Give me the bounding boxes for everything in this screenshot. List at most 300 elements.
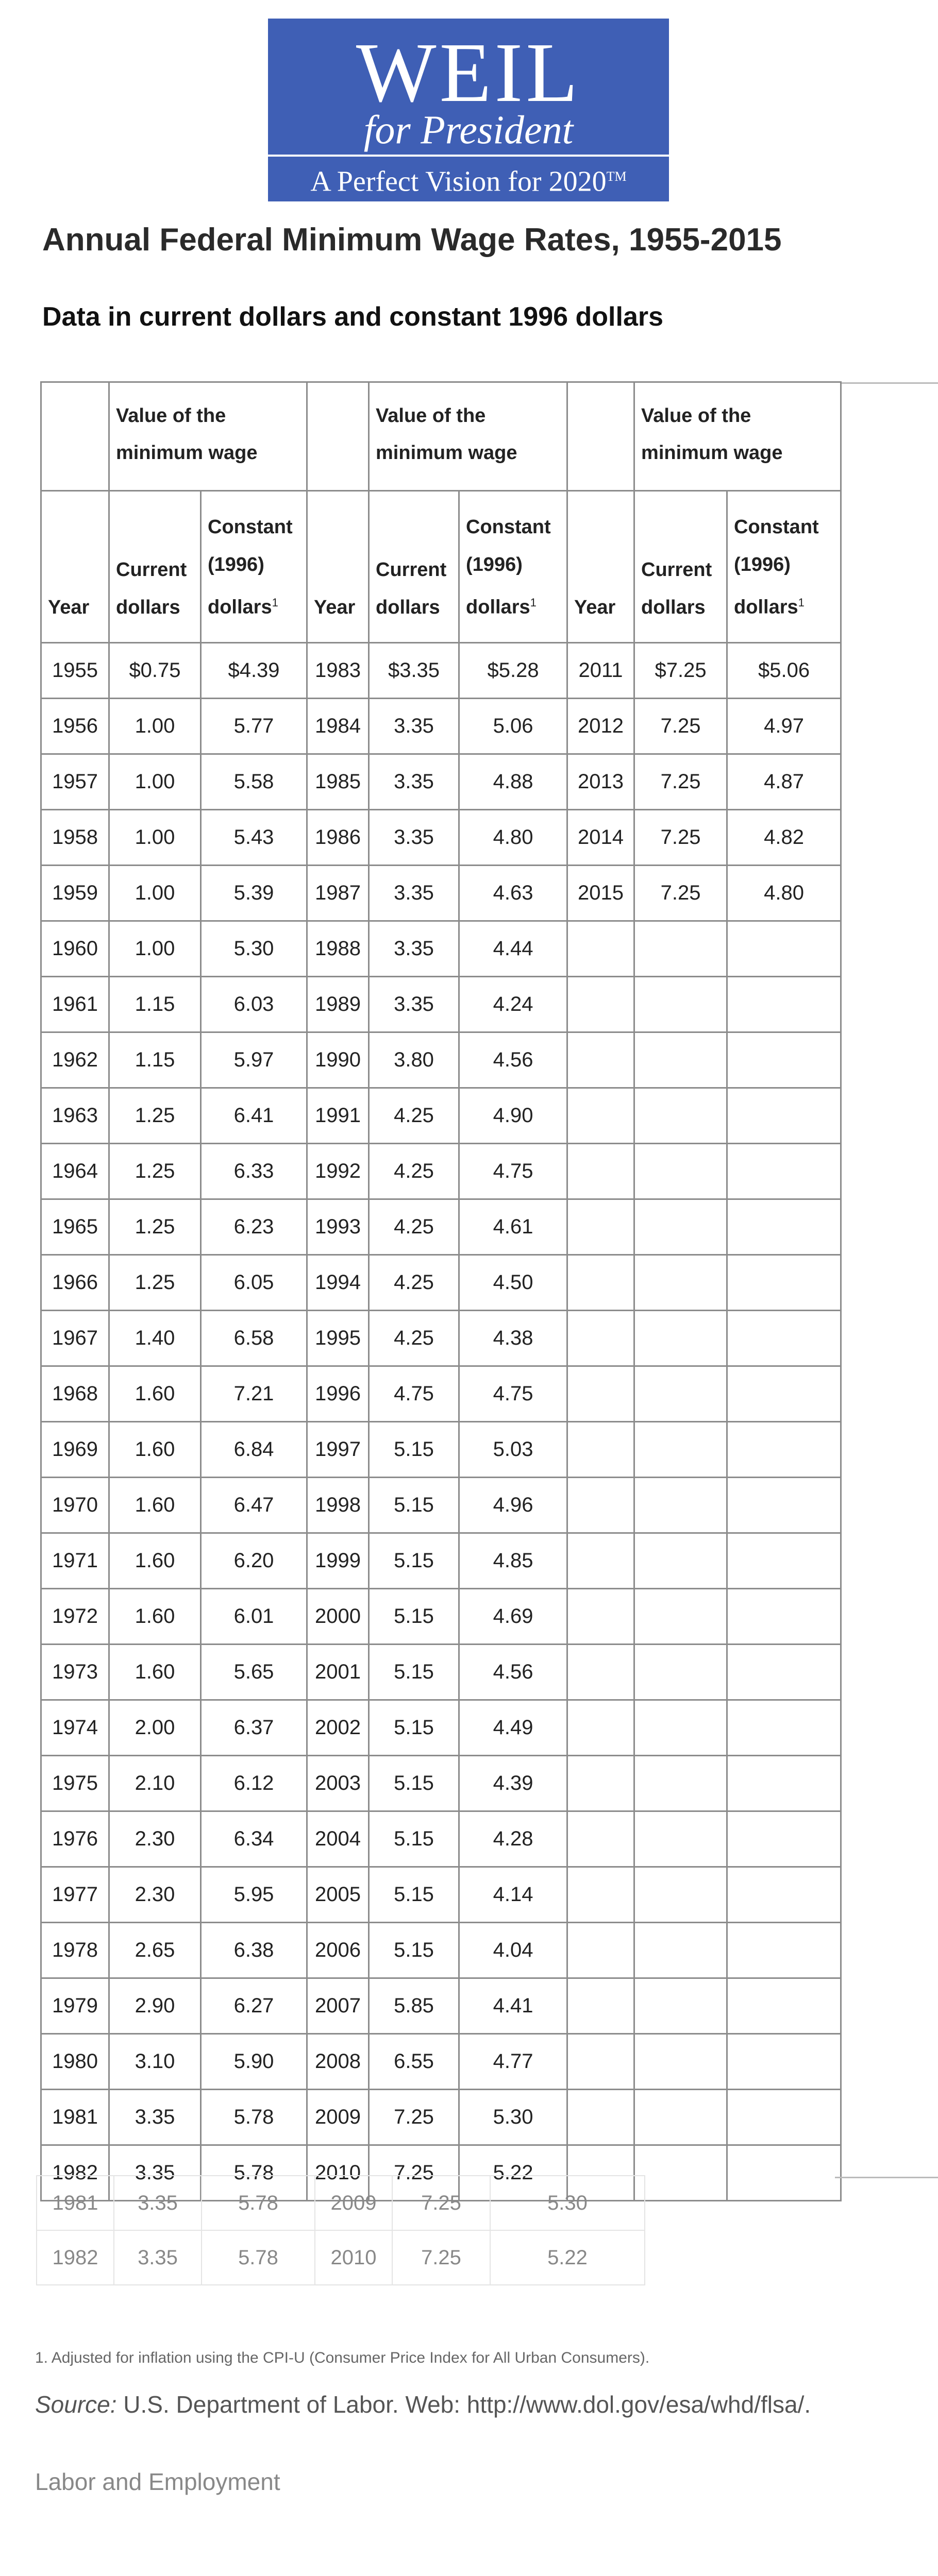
table-cell: 3.35	[369, 921, 459, 977]
table-cell	[634, 1255, 727, 1311]
table-cell: 2010	[315, 2230, 392, 2285]
table-cell: 6.84	[201, 1422, 307, 1478]
table-cell: 6.38	[201, 1923, 307, 1978]
table-cell: 1974	[41, 1700, 109, 1756]
table-cell: 1.25	[109, 1199, 201, 1255]
table-cell: 6.12	[201, 1756, 307, 1811]
table-cell: 1979	[41, 1978, 109, 2034]
group-header: Value of the minimum wage	[369, 382, 567, 491]
table-cell	[727, 977, 841, 1032]
table-cell: 1973	[41, 1645, 109, 1700]
table-cell	[727, 1199, 841, 1255]
table-row	[41, 1144, 841, 1199]
table-cell	[727, 1366, 841, 1422]
table-cell: 2014	[567, 810, 634, 866]
table-cell: 2004	[307, 1811, 369, 1867]
table-cell	[567, 921, 634, 977]
logo-motto: A Perfect Vision for 2020™	[310, 165, 627, 198]
category-link[interactable]: Labor and Employment	[35, 2468, 280, 2495]
source-citation: Source: U.S. Department of Labor. Web: http://www.dol.gov/esa/whd/flsa/.	[35, 2391, 811, 2418]
table-cell: 1.25	[109, 1088, 201, 1144]
table-cell: 5.78	[202, 2176, 315, 2230]
table-cell: 4.38	[459, 1311, 567, 1366]
table-cell	[634, 1589, 727, 1645]
table-cell	[727, 1255, 841, 1311]
table-cell: 1982	[41, 2145, 109, 2201]
table-row	[41, 1978, 841, 2034]
table-group-header-row	[41, 382, 841, 491]
table-cell: 1995	[307, 1311, 369, 1366]
table-cell: 1962	[41, 1032, 109, 1088]
table-cell	[727, 1756, 841, 1811]
table-cell	[634, 1645, 727, 1700]
table-cell	[634, 1366, 727, 1422]
table-cell: 1992	[307, 1144, 369, 1199]
table-row	[41, 1756, 841, 1811]
table-cell: 5.97	[201, 1032, 307, 1088]
table-cell	[727, 1533, 841, 1589]
table-cell: 1961	[41, 977, 109, 1032]
table-cell	[634, 1700, 727, 1756]
col-year: Year	[307, 491, 369, 643]
table-cell: 5.30	[201, 921, 307, 977]
table-cell	[567, 1255, 634, 1311]
table-cell	[727, 1144, 841, 1199]
table-cell: 2007	[307, 1978, 369, 2034]
table-cell: 3.35	[369, 866, 459, 921]
table-cell: 1996	[307, 1366, 369, 1422]
table-cell: 3.35	[114, 2230, 202, 2285]
table-cell: 1.15	[109, 1032, 201, 1088]
table-cell: 4.39	[459, 1756, 567, 1811]
table-cell	[634, 1199, 727, 1255]
logo-tagline: for President	[363, 107, 574, 152]
table-cell: 4.63	[459, 866, 567, 921]
table-cell: 3.35	[369, 977, 459, 1032]
table-cell	[634, 921, 727, 977]
table-cell: 5.39	[201, 866, 307, 921]
table-cell	[567, 1978, 634, 2034]
table-row	[41, 2034, 841, 2090]
table-cell: 1.60	[109, 1645, 201, 1700]
col-current: Current dollars	[109, 491, 201, 643]
col-constant: Constant (1996) dollars$^1$	[459, 491, 567, 643]
table-cell: 4.75	[459, 1144, 567, 1199]
table-cell: 1999	[307, 1533, 369, 1589]
table-cell: 2011	[567, 643, 634, 699]
table-cell: 4.25	[369, 1088, 459, 1144]
table-cell: 6.37	[201, 1700, 307, 1756]
table-cell: 5.15	[369, 1923, 459, 1978]
table-row	[41, 1088, 841, 1144]
divider-line	[835, 2177, 938, 2178]
table-cell: 7.21	[201, 1366, 307, 1422]
table-cell: 4.61	[459, 1199, 567, 1255]
col-constant: Constant (1996) dollars$^1$	[201, 491, 307, 643]
table-cell: 5.15	[369, 1478, 459, 1533]
table-cell: 5.15	[369, 1700, 459, 1756]
table-cell	[727, 1867, 841, 1923]
table-cell: 1.00	[109, 866, 201, 921]
table-cell: 1998	[307, 1478, 369, 1533]
table-cell: 1981	[37, 2176, 114, 2230]
table-cell	[727, 1645, 841, 1700]
table-cell: 7.25	[369, 2145, 459, 2201]
table-row	[41, 1422, 841, 1478]
table-cell: 7.25	[392, 2230, 490, 2285]
table-cell: 1982	[37, 2230, 114, 2285]
table-cell	[634, 1032, 727, 1088]
table-cell: 2.65	[109, 1923, 201, 1978]
table-cell: 6.23	[201, 1199, 307, 1255]
table-cell: 4.24	[459, 977, 567, 1032]
table-cell: 4.80	[459, 810, 567, 866]
table-row	[41, 754, 841, 810]
group-header: Value of the minimum wage	[634, 382, 841, 491]
table-cell	[727, 2145, 841, 2201]
table-cell: 1976	[41, 1811, 109, 1867]
table-cell: 6.34	[201, 1811, 307, 1867]
table-cell	[567, 1199, 634, 1255]
table-cell: 1997	[307, 1422, 369, 1478]
table-cell: 4.96	[459, 1478, 567, 1533]
table-row	[41, 866, 841, 921]
table-cell: 1987	[307, 866, 369, 921]
table-cell: 7.25	[634, 754, 727, 810]
table-cell: 4.97	[727, 699, 841, 754]
table-cell: $0.75	[109, 643, 201, 699]
table-cell: 6.20	[201, 1533, 307, 1589]
table-cell	[634, 1422, 727, 1478]
table-row	[41, 1255, 841, 1311]
table-cell: $3.35	[369, 643, 459, 699]
table-body	[41, 643, 841, 2201]
table-cell	[567, 1756, 634, 1811]
table-cell	[567, 1311, 634, 1366]
table-cell: 5.30	[490, 2176, 645, 2230]
table-cell: 1968	[41, 1366, 109, 1422]
table-row	[41, 1366, 841, 1422]
table-cell: 3.35	[114, 2176, 202, 2230]
table-row	[41, 1923, 841, 1978]
table-cell: 5.95	[201, 1867, 307, 1923]
table-cell: 6.58	[201, 1311, 307, 1366]
table-cell: 1.60	[109, 1533, 201, 1589]
table-cell: 1959	[41, 866, 109, 921]
table-cell	[727, 1088, 841, 1144]
page-title: Annual Federal Minimum Wage Rates, 1955-2015	[42, 222, 782, 258]
table-cell	[567, 1032, 634, 1088]
table-cell: 2013	[567, 754, 634, 810]
table-cell: 1.60	[109, 1422, 201, 1478]
table-cell: 5.06	[459, 699, 567, 754]
logo-name: WEIL	[356, 25, 581, 120]
table-cell: 4.14	[459, 1867, 567, 1923]
table-cell: 6.55	[369, 2034, 459, 2090]
table-cell: 5.78	[201, 2145, 307, 2201]
table-cell	[727, 921, 841, 977]
table-cell: 1977	[41, 1867, 109, 1923]
table-cell: 2.10	[109, 1756, 201, 1811]
table-cell: 1.00	[109, 921, 201, 977]
table-cell	[727, 1978, 841, 2034]
table-cell: 5.78	[202, 2230, 315, 2285]
table-cell	[634, 1311, 727, 1366]
table-cell: 1986	[307, 810, 369, 866]
table-cell: 4.77	[459, 2034, 567, 2090]
table-cell: 6.03	[201, 977, 307, 1032]
table-row	[37, 2230, 645, 2285]
table-cell	[727, 2090, 841, 2145]
table-cell: 4.04	[459, 1923, 567, 1978]
table-row	[41, 1811, 841, 1867]
table-cell: 1971	[41, 1533, 109, 1589]
table-cell: 1989	[307, 977, 369, 1032]
table-cell: 1983	[307, 643, 369, 699]
table-cell	[727, 1032, 841, 1088]
col-current: Current dollars	[369, 491, 459, 643]
table-cell: 4.25	[369, 1199, 459, 1255]
col-year: Year	[41, 491, 109, 643]
table-cell	[567, 1144, 634, 1199]
table-cell: 4.82	[727, 810, 841, 866]
table-cell: 5.15	[369, 1867, 459, 1923]
table-cell	[634, 977, 727, 1032]
table-cell: $5.06	[727, 643, 841, 699]
table-cell: 1.15	[109, 977, 201, 1032]
table-cell: 1.00	[109, 754, 201, 810]
table-cell	[634, 1923, 727, 1978]
table-cell: 1.00	[109, 699, 201, 754]
table-cell: 2012	[567, 699, 634, 754]
table-cell: 2009	[315, 2176, 392, 2230]
table-cell: 2015	[567, 866, 634, 921]
table-cell: 7.25	[634, 810, 727, 866]
table-cell: 1985	[307, 754, 369, 810]
table-cell: 3.80	[369, 1032, 459, 1088]
table-cell: 1955	[41, 643, 109, 699]
table-cell	[567, 1589, 634, 1645]
table-cell	[634, 1756, 727, 1811]
table-cell: $4.39	[201, 643, 307, 699]
table-cell: 2000	[307, 1589, 369, 1645]
table-cell	[634, 2145, 727, 2201]
table-cell	[727, 1311, 841, 1366]
table-cell	[567, 1811, 634, 1867]
table-cell	[567, 1533, 634, 1589]
table-cell: 5.30	[459, 2090, 567, 2145]
col-current: Current dollars	[634, 491, 727, 643]
table-cell: 4.87	[727, 754, 841, 810]
table-row	[41, 921, 841, 977]
divider-line	[840, 382, 938, 384]
col-year: Year	[567, 491, 634, 643]
table-cell: 6.47	[201, 1478, 307, 1533]
table-cell: 1965	[41, 1199, 109, 1255]
table-cell: 3.10	[109, 2034, 201, 2090]
table-cell	[727, 1923, 841, 1978]
header-cell	[307, 382, 369, 491]
faded-duplicate-rows	[36, 2175, 645, 2285]
table-cell: 1993	[307, 1199, 369, 1255]
table-cell: 2001	[307, 1645, 369, 1700]
table-cell: 4.25	[369, 1144, 459, 1199]
table-cell	[634, 1533, 727, 1589]
table-cell: 6.01	[201, 1589, 307, 1645]
table-cell: 1980	[41, 2034, 109, 2090]
table-cell: 4.49	[459, 1700, 567, 1756]
table-cell: 4.80	[727, 866, 841, 921]
table-cell: 2005	[307, 1867, 369, 1923]
table-cell: 1963	[41, 1088, 109, 1144]
campaign-logo	[268, 19, 669, 201]
table-cell: 3.35	[109, 2090, 201, 2145]
table-cell	[727, 1589, 841, 1645]
table-cell: 4.75	[459, 1366, 567, 1422]
table-cell: 7.25	[369, 2090, 459, 2145]
table-cell: 4.56	[459, 1032, 567, 1088]
table-cell: 4.56	[459, 1645, 567, 1700]
table-cell: 5.15	[369, 1756, 459, 1811]
table-cell: 5.78	[201, 2090, 307, 2145]
minimum-wage-table	[40, 381, 842, 2201]
table-cell	[727, 1422, 841, 1478]
table-cell: 5.43	[201, 810, 307, 866]
table-cell: 1972	[41, 1589, 109, 1645]
table-cell: 1984	[307, 699, 369, 754]
table-cell: 1994	[307, 1255, 369, 1311]
table-cell: 1990	[307, 1032, 369, 1088]
table-cell: 1.25	[109, 1144, 201, 1199]
table-cell: 4.41	[459, 1978, 567, 2034]
table-cell: 5.58	[201, 754, 307, 810]
table-row	[37, 2176, 645, 2230]
table-cell: 1956	[41, 699, 109, 754]
table-cell: 1957	[41, 754, 109, 810]
table-cell: 2.30	[109, 1867, 201, 1923]
table-cell: 1981	[41, 2090, 109, 2145]
table-cell: 1960	[41, 921, 109, 977]
table-cell: 1978	[41, 1923, 109, 1978]
table-cell: 3.35	[369, 754, 459, 810]
header-cell	[567, 382, 634, 491]
page-subtitle: Data in current dollars and constant 1996 dollars	[42, 302, 664, 332]
table-cell: 2003	[307, 1756, 369, 1811]
table-cell: 2009	[307, 2090, 369, 2145]
table-row	[41, 1867, 841, 1923]
table-cell: 1958	[41, 810, 109, 866]
table-cell: 2.90	[109, 1978, 201, 2034]
table-cell: 3.35	[369, 810, 459, 866]
table-cell	[567, 1366, 634, 1422]
table-row	[41, 1311, 841, 1366]
header-cell	[41, 382, 109, 491]
table-cell	[634, 1478, 727, 1533]
table-cell: 1964	[41, 1144, 109, 1199]
table-cell	[634, 2034, 727, 2090]
table-cell	[634, 1978, 727, 2034]
table-row	[41, 1645, 841, 1700]
table-cell: 4.85	[459, 1533, 567, 1589]
table-cell: 6.27	[201, 1978, 307, 2034]
table-cell: 1988	[307, 921, 369, 977]
table-cell	[634, 1144, 727, 1199]
table-cell: $7.25	[634, 643, 727, 699]
table-cell: 1.60	[109, 1478, 201, 1533]
table-cell: 4.90	[459, 1088, 567, 1144]
table-cell: 5.15	[369, 1811, 459, 1867]
table-cell: 5.65	[201, 1645, 307, 1700]
table-cell: 1991	[307, 1088, 369, 1144]
table-cell: 7.25	[392, 2176, 490, 2230]
table-column-header-row	[41, 491, 841, 643]
table-cell	[727, 1811, 841, 1867]
table-cell: 5.22	[459, 2145, 567, 2201]
table-cell: 1970	[41, 1478, 109, 1533]
table-cell	[567, 1088, 634, 1144]
table-cell	[727, 1700, 841, 1756]
table-cell: 6.33	[201, 1144, 307, 1199]
table-row	[41, 1032, 841, 1088]
table-cell: 1.40	[109, 1311, 201, 1366]
table-cell: 5.77	[201, 699, 307, 754]
table-cell	[567, 1923, 634, 1978]
table-cell	[634, 1867, 727, 1923]
table-cell: 1.60	[109, 1589, 201, 1645]
table-cell: 4.28	[459, 1811, 567, 1867]
table-row	[41, 2090, 841, 2145]
table-cell	[567, 1478, 634, 1533]
table-cell: 7.25	[634, 866, 727, 921]
table-cell	[567, 2090, 634, 2145]
table-cell: 2006	[307, 1923, 369, 1978]
table-cell: 3.35	[369, 699, 459, 754]
table-cell	[634, 1088, 727, 1144]
table-cell: 4.69	[459, 1589, 567, 1645]
table-cell: 5.90	[201, 2034, 307, 2090]
table-cell: 5.15	[369, 1533, 459, 1589]
table-cell: 5.15	[369, 1422, 459, 1478]
table-cell: 1966	[41, 1255, 109, 1311]
table-cell: 4.44	[459, 921, 567, 977]
table-cell: 2008	[307, 2034, 369, 2090]
table-cell: 5.15	[369, 1589, 459, 1645]
table-row	[41, 1199, 841, 1255]
table-cell: 1.00	[109, 810, 201, 866]
table-row	[41, 1700, 841, 1756]
table-cell: 6.41	[201, 1088, 307, 1144]
table-cell: 7.25	[634, 699, 727, 754]
table-row	[41, 699, 841, 754]
table-cell: 4.75	[369, 1366, 459, 1422]
table-row	[41, 1533, 841, 1589]
table-row	[41, 1478, 841, 1533]
table-cell	[567, 1700, 634, 1756]
table-row	[41, 810, 841, 866]
footnote: 1. Adjusted for inflation using the CPI-U (Consumer Price Index for All Urban Consumers).	[35, 2349, 650, 2366]
table-cell	[567, 1645, 634, 1700]
table-cell: 5.85	[369, 1978, 459, 2034]
table-cell: 4.25	[369, 1311, 459, 1366]
group-header: Value of the minimum wage	[109, 382, 307, 491]
table-cell: 5.15	[369, 1645, 459, 1700]
table-cell: 4.50	[459, 1255, 567, 1311]
table-cell: 1.25	[109, 1255, 201, 1311]
table-cell	[567, 2034, 634, 2090]
table-cell: 3.35	[109, 2145, 201, 2201]
table-cell: 6.05	[201, 1255, 307, 1311]
table-cell: 5.03	[459, 1422, 567, 1478]
